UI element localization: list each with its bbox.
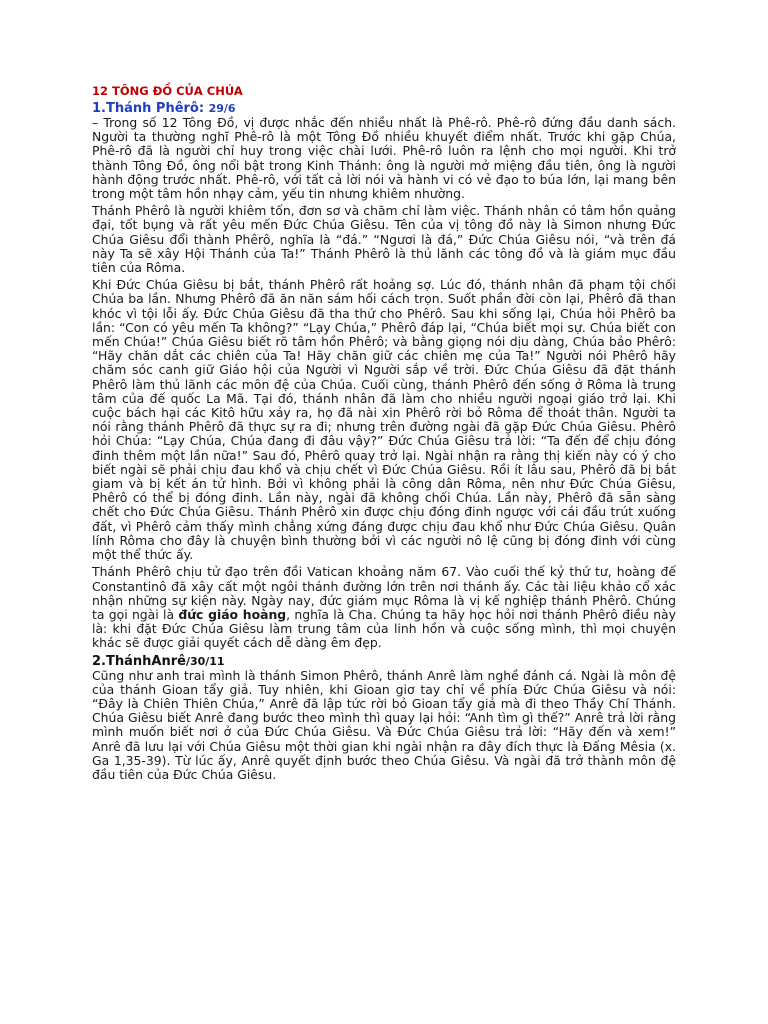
document-page [92, 78, 676, 785]
page-title: 12 TÔNG ĐỒ CỦA CHÚA [92, 84, 243, 98]
section-heading-label: 1.Thánh Phêrô: [92, 101, 205, 116]
paragraph: Cũng như anh trai mình là thánh Simon Phêrô, thánh Anrê làm nghề đánh cá. Ngài là môn đệ của thánh Gioan tẩy giả. Tuy nhiên, khi Gioan giơ tay chỉ về phía Đức Chúa Giêsu và nói: “Đây là Chiên Thiên Chúa,” Anrê đã lập tức rời bỏ Gioan tẩy giả mà đi theo Thầy Chí Thánh. Chúa Giêsu biết Anrê đang bước theo mình thì quay lại hỏi: “Anh tìm gì thế?” Anrê trả lời rằng mình muốn biết nơi ở của Đức Chúa Giêsu. Và Đức Chúa Giêsu trả lời: “Hãy đến và xem!” Anrê đã lưu lại với Chúa Giêsu một thời gian khi ngài nhận ra đây đích thực là Đấng Mêsia (x. Ga 1,35-39). Từ lúc ấy, Anrê quyết định bước theo Chúa Giêsu. Và ngài đã trở thành môn đệ đầu tiên của Đức Chúa Giêsu. [92, 667, 676, 782]
paragraph: – Trong số 12 Tông Đồ, vị được nhắc đến nhiều nhất là Phê-rô. Phê-rô đứng đầu danh sách. Người ta thường nghĩ Phê-rô là một Tông Đồ nhiều khuyết điểm nhất. Trước khi gặp Chúa, Phê-rô đã là người chỉ huy trong việc chài lưới. Phê-rô luôn ra lệnh cho mọi người. Khi trở thành Tông Đồ, ông nổi bật trong Kinh Thánh: ông là người mở miệng đầu tiên, ông là người hành động trước nhất. Phê-rô, với tất cả lời nói và hành vi có vẻ đạo to búa lớn, lại mang bên trong một tâm hồn nhạy cảm, yếu tin nhưng khiêm nhường. [92, 115, 676, 202]
paragraph: Thánh Phêrô là người khiêm tốn, đơn sơ và chăm chỉ làm việc. Thánh nhân có tâm hồn quảng đại, tốt bụng và rất yêu mến Đức Chúa Giêsu. Tên của vị tông đồ này là Simon nhưng Đức Chúa Giêsu đổi thành Phêrô, nghĩa là “đá.” “Ngươi là đá,” Đức Chúa Giêsu nói, “và trên đá này Ta sẽ xây Hội Thánh của Ta!” Thánh Phêrô là thủ lãnh các tông đồ và là giám mục đầu tiên của Rôma. [92, 203, 676, 276]
section-heading-andrew [92, 654, 676, 669]
section-heading-peter [92, 101, 676, 116]
paragraph-text: Thánh Phêrô chịu tử đạo trên đồi Vatican khoảng năm 67. Vào cuối thế kỷ thứ tư, hoàng đế Constantinô đã xây cất một ngôi thánh đường lớn trên nơi thánh ấy. Các tài liệu khảo cổ xác nhận những sự kiện này. Ngày nay, đức giám mục Rôma là vị kế nghiệp thánh Phêrô. Chúng ta gọi ngài là [92, 564, 676, 622]
paragraph [92, 565, 676, 650]
bold-term: đức giáo hoàng [178, 606, 287, 622]
paragraph: Khi Đức Chúa Giêsu bị bắt, thánh Phêrô rất hoảng sợ. Lúc đó, thánh nhân đã phạm tội chối Chúa ba lần. Nhưng Phêrô đã ăn năn sám hối cách trọn. Suốt phần đời còn lại, Phêrô đã than khóc vì tội lỗi ấy. Đức Chúa Giêsu đã tha thứ cho Phêrô. Sau khi sống lại, Chúa hỏi Phêrô ba lần: “Con có yêu mến Ta không?” “Lạy Chúa,” Phêrô đáp lại, “Chúa biết mọi sự. Chúa biết con mến Chúa!” Chúa Giêsu biết rõ tâm hồn Phêrô; và bằng giọng nói dịu dàng, Chúa bảo Phêrô: “Hãy chăn dắt các chiên của Ta! Hãy chăn giữ các chiên mẹ của Ta!” Người nói Phêrô hãy chăm sóc canh giữ Giáo hội của Người vì Người sắp về trời. Đức Chúa Giêsu đã đặt thánh Phêrô làm thủ lãnh các môn đệ của Chúa. Cuối cùng, thánh Phêrô đến sống ở Rôma là trung tâm của đế quốc La Mã. Tại đó, thánh nhân đã làm cho nhiều người ngoại giáo trở lại. Khi cuộc bách hại các Kitô hữu xảy ra, họ đã nài xin Phêrô rời bỏ Rôma để thoát thân. Người ta nói rằng thánh Phêrô đã thực sự ra đi; nhưng trên đường ngài đã gặp Đức Chúa Giêsu. Phêrô hỏi Chúa: “Lạy Chúa, Chúa đang đi đâu vậy?” Đức Chúa Giêsu trả lời: “Ta đến để chịu đóng đinh thêm một lần nữa!” Sau đó, Phêrô quay trở lại. Ngài nhận ra rằng thị kiến này có ý cho biết ngài sẽ phải chịu đau khổ và chịu chết vì Đức Chúa Giêsu. Rồi ít lâu sau, Phêrô đã bị bắt giam và bị kết án tử hình. Bởi vì không phải là công dân Rôma, nên như Đức Chúa Giêsu, Phêrô có thể bị đóng đinh. Lần này, ngài đã không chối Chúa. Lần này, Phêrô đã sẵn sàng chết cho Đức Chúa Giêsu. Thánh Phêrô xin được chịu đóng đinh ngược với cái đầu trút xuống đất, vì Phêrô cảm thấy mình chẳng xứng đáng được chịu đau khổ như Đức Chúa Giêsu. Quân lính Rôma cho đây là chuyện bình thường bởi vì các người nô lệ cũng bị đóng đinh với cùng một thể thức ấy. [92, 277, 676, 563]
feast-date: /30/11 [185, 654, 225, 668]
paragraph-text: , nghĩa là Cha. Chúng ta hãy học hỏi nơi thánh Phêrô điều này là: khi đặt Đức Chúa Giêsu làm trung tâm của linh hồn và cuộc sống mình, thì mọi chuyện khác sẽ được giải quyết cách dễ dàng êm đẹp. [92, 606, 676, 651]
section-heading-label: 2.ThánhAnrê [92, 653, 186, 669]
feast-date: 29/6 [208, 102, 236, 115]
